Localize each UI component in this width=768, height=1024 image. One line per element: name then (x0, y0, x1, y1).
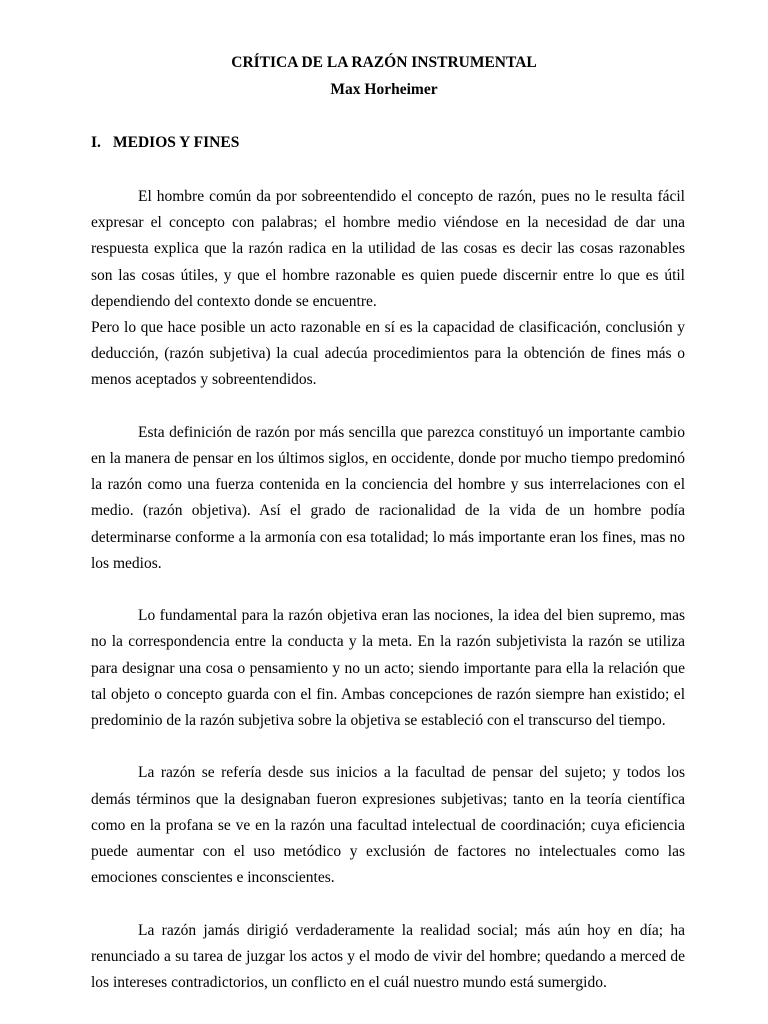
document-title: CRÍTICA DE LA RAZÓN INSTRUMENTAL (231, 54, 537, 71)
paragraph-5: La razón se refería desde sus inicios a la facultad de pensar del sujeto; y todos los demás términos que la designaban fueron expresiones subjetivas; tanto en la teoría científica como en la profana se ve en la razón una facultad intelectual de coordinación; cuya eficiencia puede aumentar con el uso metódico y exclusión de factores no intelectuales como las emociones conscientes e inconscientes. (91, 764, 685, 887)
paragraph-4: Lo fundamental para la razón objetiva eran las nociones, la idea del bien supremo, mas no la correspondencia entre la conducta y la meta. En la razón subjetivista la razón se utiliza para designar una cosa o pensamiento y no un acto; siendo importante para ella la relación que tal objeto o concepto guarda con el fin. Ambas concepciones de razón siempre han existido; el predominio de la razón subjetiva sobre la objetiva se estableció con el transcurso del tiempo. (91, 607, 685, 730)
section-title: MEDIOS Y FINES (113, 134, 240, 151)
section-heading (91, 133, 239, 153)
paragraph-1: El hombre común da por sobreentendido el concepto de razón, pues no le resulta fácil expresar el concepto con palabras; el hombre medio viéndose en la necesidad de dar una respuesta explica que la razón radica en la utilidad de las cosas es decir las cosas razonables son las cosas útiles, y que el hombre razonable es quien puede discernir entre lo que es útil dependiendo del contexto donde se encuentre. (91, 188, 685, 310)
document-author: Max Horheimer (330, 81, 438, 98)
paragraph-6: La razón jamás dirigió verdaderamente la realidad social; más aún hoy en día; ha renunciado a su tarea de juzgar los actos y el modo de vivir del hombre; quedando a merced de los intereses contradictorios, un conflicto en el cuál nuestro mundo está sumergido. (91, 921, 685, 992)
section-number: I. (91, 134, 101, 151)
paragraph-2: Pero lo que hace posible un acto razonable en sí es la capacidad de clasificación, conclusión y deducción, (razón subjetiva) la cual adecúa procedimientos para la obtención de fines más o menos aceptados y sobreentendidos. (91, 319, 685, 389)
paragraph-3: Esta definición de razón por más sencilla que parezca constituyó un importante cambio en la manera de pensar en los últimos siglos, en occidente, donde por mucho tiempo predominó la razón como una fuerza contenida en la conciencia del hombre y sus interrelaciones con el medio. (razón objetiva). Así el grado de racionalidad de la vida de un hombre podía determinarse conforme a la armonía con esa totalidad; lo más importante eran los fines, mas no los medios. (91, 423, 685, 572)
body-text (91, 184, 685, 996)
